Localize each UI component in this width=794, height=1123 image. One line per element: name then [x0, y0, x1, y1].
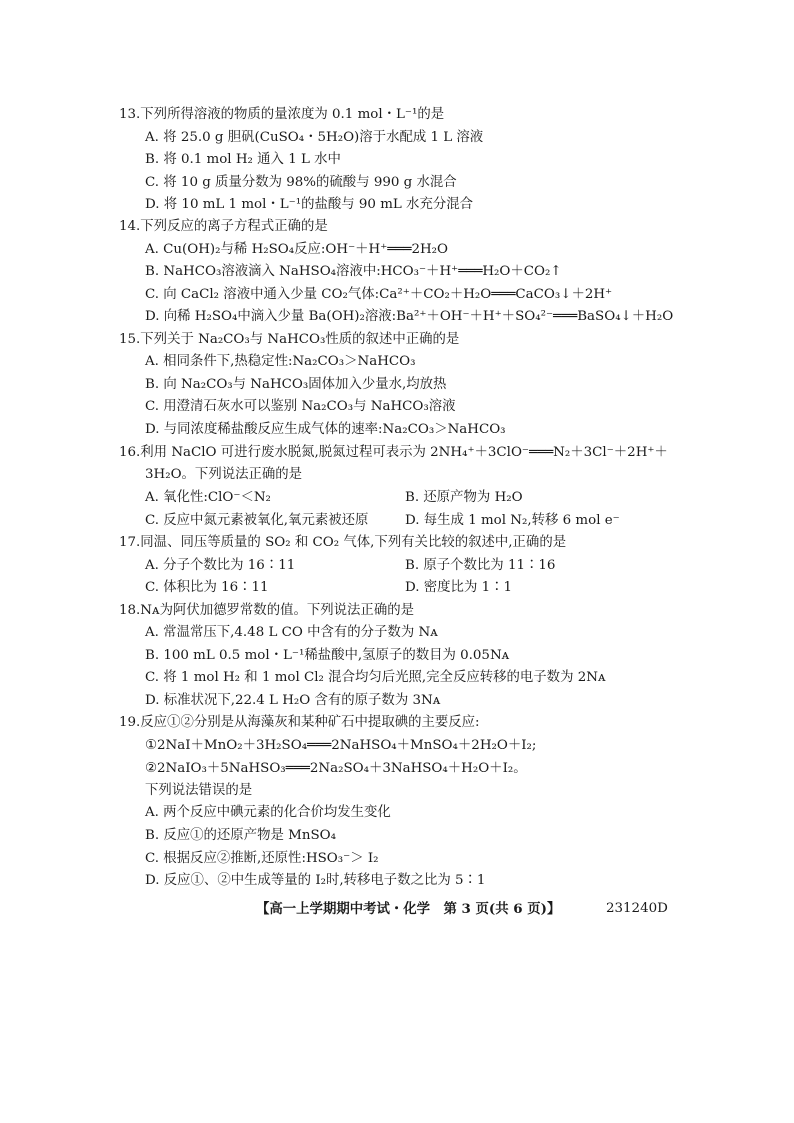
q16-option-c: C. 反应中氮元素被氧化,氧元素被还原	[145, 513, 369, 528]
q19-option-a: A. 两个反应中碘元素的化合价均发生变化	[145, 805, 391, 820]
q17-option-c: C. 体积比为 16∶11	[145, 580, 269, 595]
q18-option-b: B. 100 mL 0.5 mol・L⁻¹稀盐酸中,氢原子的数目为 0.05Nᴀ	[145, 648, 510, 663]
q16-option-b: B. 还原产物为 H₂O	[405, 490, 523, 505]
q13-option-c: C. 将 10 g 质量分数为 98%的硫酸与 990 g 水混合	[145, 175, 457, 190]
q18-option-a: A. 常温常压下,4.48 L CO 中含有的分子数为 Nᴀ	[145, 625, 438, 640]
q13-option-a: A. 将 25.0 g 胆矾(CuSO₄・5H₂O)溶于水配成 1 L 溶液	[145, 130, 484, 145]
q17-stem: 17.同温、同压等质量的 SO₂ 和 CO₂ 气体,下列有关比较的叙述中,正确的是	[119, 535, 567, 550]
q18-option-d: D. 标准状况下,22.4 L H₂O 含有的原子数为 3Nᴀ	[145, 693, 441, 708]
q18-stem: 18.Nᴀ为阿伏加德罗常数的值。下列说法正确的是	[119, 603, 414, 618]
q17-option-d: D. 密度比为 1∶1	[405, 580, 513, 595]
q15-option-d: D. 与同浓度稀盐酸反应生成气体的速率:Na₂CO₃＞NaHCO₃	[145, 422, 506, 437]
page-footer-code: 231240D	[606, 901, 668, 916]
q14-option-c: C. 向 CaCl₂ 溶液中通入少量 CO₂气体:Ca²⁺＋CO₂＋H₂O═══CaCO₃↓＋2H⁺	[145, 287, 613, 302]
q18-option-c: C. 将 1 mol H₂ 和 1 mol Cl₂ 混合均匀后光照,完全反应转移的电子数为 2Nᴀ	[145, 670, 606, 685]
q19-ask: 下列说法错误的是	[145, 783, 253, 798]
q19-option-b: B. 反应①的还原产物是 MnSO₄	[145, 828, 336, 843]
q14-option-a: A. Cu(OH)₂与稀 H₂SO₄反应:OH⁻＋H⁺═══2H₂O	[145, 242, 449, 257]
q13-option-d: D. 将 10 mL 1 mol・L⁻¹的盐酸与 90 mL 水充分混合	[145, 197, 474, 212]
q15-option-a: A. 相同条件下,热稳定性:Na₂CO₃＞NaHCO₃	[145, 354, 416, 369]
page-footer-title: 【高一上学期期中考试・化学 第 3 页(共 6 页)】	[256, 901, 561, 917]
q19-option-c: C. 根据反应②推断,还原性:HSO₃⁻＞ I₂	[145, 851, 379, 866]
q19-option-d: D. 反应①、②中生成等量的 I₂时,转移电子数之比为 5∶1	[145, 873, 486, 888]
q14-option-b: B. NaHCO₃溶液滴入 NaHSO₄溶液中:HCO₃⁻＋H⁺═══H₂O＋CO₂↑	[145, 264, 562, 279]
q16-option-a: A. 氧化性:ClO⁻＜N₂	[145, 490, 271, 505]
q16-stem-line2: 3H₂O。下列说法正确的是	[145, 467, 303, 482]
q17-option-b: B. 原子个数比为 11∶16	[405, 558, 556, 573]
q15-stem: 15.下列关于 Na₂CO₃与 NaHCO₃性质的叙述中正确的是	[119, 332, 460, 347]
q16-stem-line1: 16.利用 NaClO 可进行废水脱氮,脱氮过程可表示为 2NH₄⁺＋3ClO⁻═══N₂＋3Cl⁻＋2H⁺＋	[119, 445, 668, 460]
q19-stem: 19.反应①②分别是从海藻灰和某种矿石中提取碘的主要反应:	[119, 715, 480, 730]
q16-option-d: D. 每生成 1 mol N₂,转移 6 mol e⁻	[405, 513, 620, 528]
q19-reaction-1: ①2NaI＋MnO₂＋3H₂SO₄═══2NaHSO₄＋MnSO₄＋2H₂O＋I₂;	[145, 738, 537, 753]
q15-option-b: B. 向 Na₂CO₃与 NaHCO₃固体加入少量水,均放热	[145, 377, 447, 392]
q13-stem: 13.下列所得溶液的物质的量浓度为 0.1 mol・L⁻¹的是	[119, 107, 445, 122]
q17-option-a: A. 分子个数比为 16∶11	[145, 558, 296, 573]
q14-option-d: D. 向稀 H₂SO₄中滴入少量 Ba(OH)₂溶液:Ba²⁺＋OH⁻＋H⁺＋SO₄²⁻═══BaSO₄↓＋H₂O	[145, 309, 674, 324]
q19-reaction-2: ②2NaIO₃＋5NaHSO₃═══2Na₂SO₄＋3NaHSO₄＋H₂O＋I₂。	[145, 761, 527, 776]
q15-option-c: C. 用澄清石灰水可以鉴别 Na₂CO₃与 NaHCO₃溶液	[145, 399, 456, 414]
q13-option-b: B. 将 0.1 mol H₂ 通入 1 L 水中	[145, 152, 341, 167]
q14-stem: 14.下列反应的离子方程式正确的是	[119, 219, 328, 234]
